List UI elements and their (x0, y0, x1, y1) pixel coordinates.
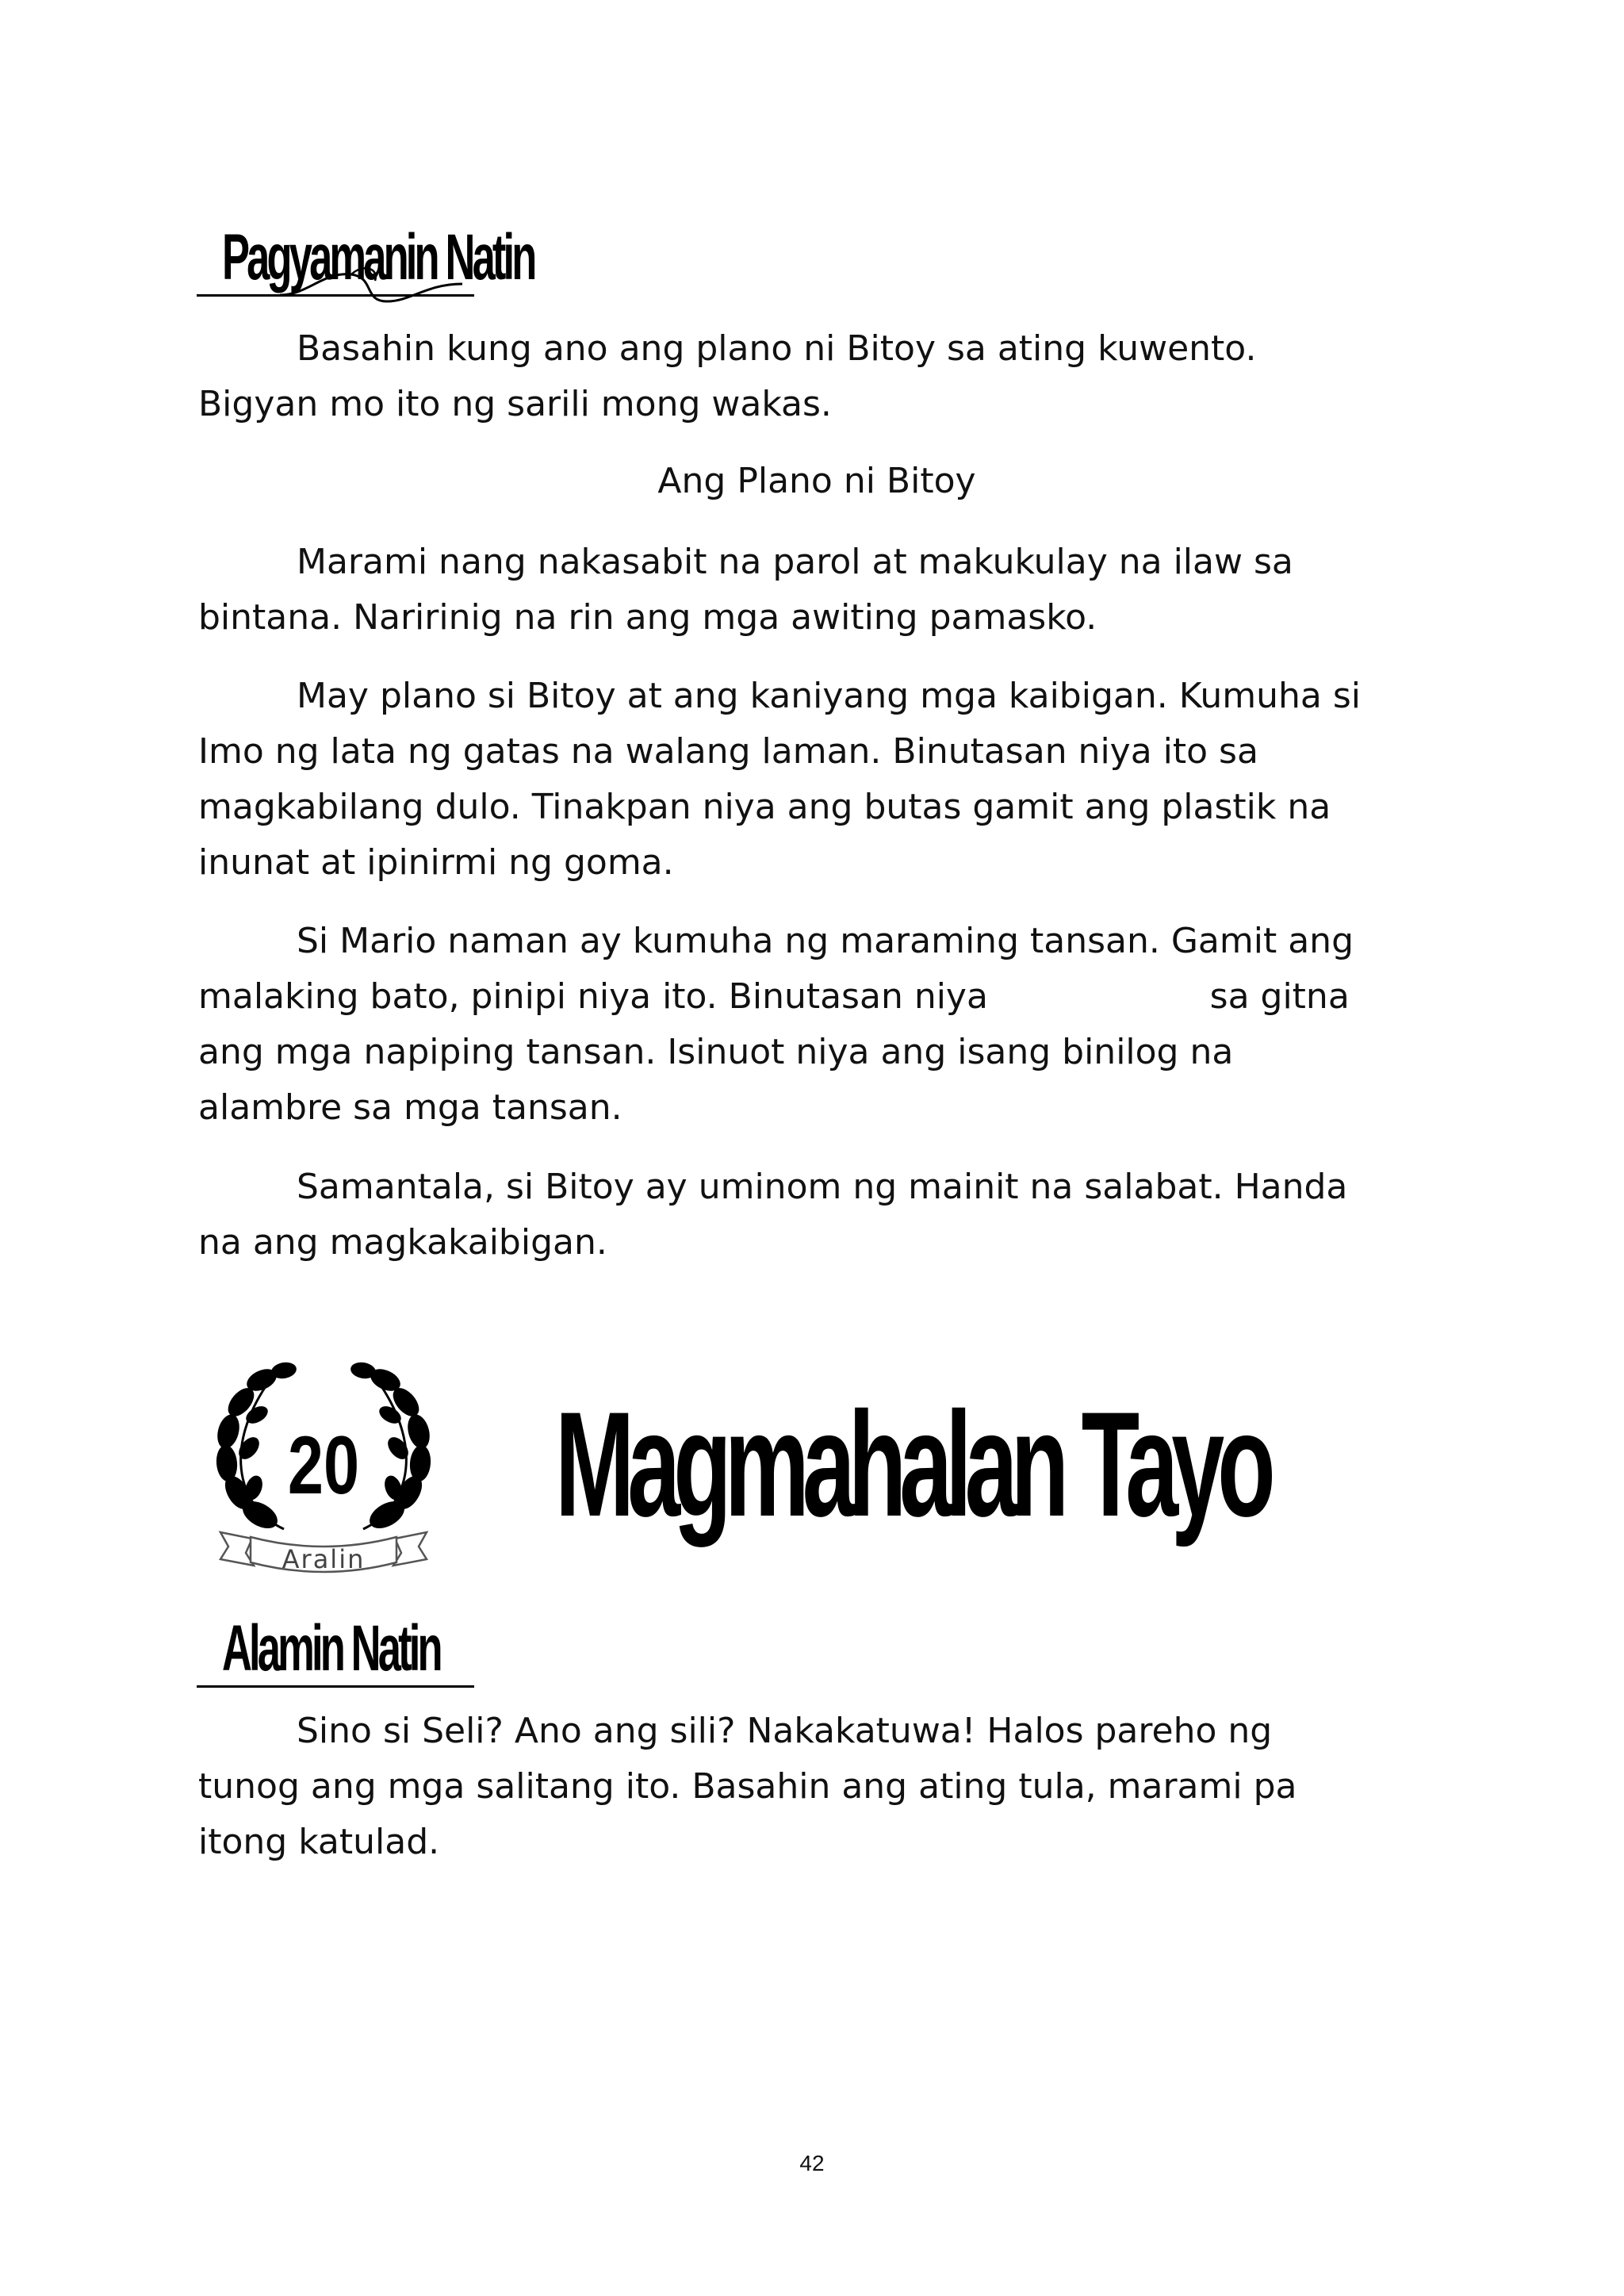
swirl-underline-icon (276, 260, 466, 308)
header-underline (197, 1685, 474, 1688)
lesson-badge (205, 1348, 442, 1594)
pagyamanin-title: Pagyamanin Natin (222, 221, 534, 293)
alamin-title: Alamin Natin (222, 1612, 440, 1685)
story-paragraph-2: May plano si Bitoy at ang kaniyang mga kaibigan. Kumuha si Imo ng lata ng gatas na walang laman. Binutasan niya ito sa magkabilang dulo. Tinakpan niya ang butas gamit ang plastik na inunat at ipinirmi ng goma. (198, 676, 1361, 883)
story-title: Ang Plano ni Bitoy (657, 461, 976, 501)
alamin-header (197, 1588, 498, 1699)
lesson-number: 20 (287, 1420, 360, 1512)
story-paragraph-4: Samantala, si Bitoy ay uminom ng mainit na salabat. Handa na ang magkakaibigan. (198, 1167, 1348, 1263)
lesson-label: Aralin (282, 1544, 366, 1574)
page-number: 42 (799, 2151, 825, 2175)
alamin-paragraph: Sino si Seli? Ano ang sili? Nakakatuwa! Halos pareho ng tunog ang mga salitang ito. Basahin ang ating tula, marami pa itong katulad. (198, 1711, 1297, 1862)
pagyamanin-header (197, 197, 534, 308)
story-paragraph-3: Si Mario naman ay kumuha ng maraming tansan. Gamit ang malaking bato, pinipi niya ito. Binutasan niya sa gitna ang mga napiping tansan. Isinuot niya ang isang binilog na alambre sa mga tansan. (198, 921, 1354, 1128)
lesson-title: Magmahalan Tayo (555, 1381, 1269, 1547)
pagyamanin-instruction: Basahin kung ano ang plano ni Bitoy sa ating kuwento. Bigyan mo ito ng sarili mong wakas. (198, 328, 1257, 424)
story-paragraph-1: Marami nang nakasabit na parol at makukulay na ilaw sa bintana. Naririnig na rin ang mga awiting pamasko. (198, 542, 1293, 638)
